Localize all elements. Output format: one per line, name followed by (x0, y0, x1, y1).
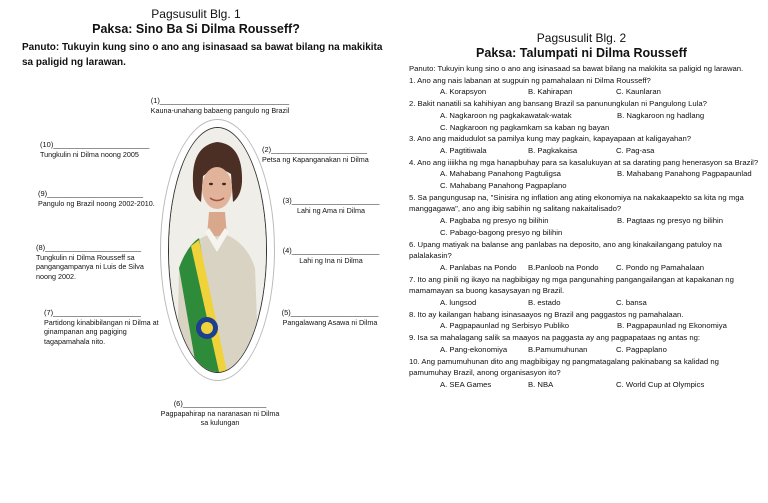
question-8: 8. Ito ay kailangan habang isinasaayos ng Brazil ang paggastos ng pamahalaan. (409, 309, 684, 319)
option-b: B. Pagtaas ng presyo ng bilihin (617, 216, 723, 226)
question-7: 7. Ito ang pinili ng ikayo na nagbibigay ng mga pangunahing pangangailangan at kapakanan ng mamamayan sa buong kasaysayan ng Brazil. (409, 274, 734, 296)
option-c: C. Pag-asa (616, 145, 655, 155)
option-c: C. Pabago-bagong presyo ng bilihin (440, 227, 563, 237)
option-a: A. SEA Games (440, 379, 492, 389)
option-c: C. Pagpaplano (616, 344, 667, 354)
option-a: A. Mahabang Panahong Pagtuligsa (440, 169, 561, 179)
item-number: (2) (262, 145, 272, 154)
option-c: C. Nagkaroon ng pagkamkam sa kaban ng bayan (440, 122, 610, 132)
question-5-options (409, 215, 761, 227)
worksheet-1-instructions: Panuto: Tukuyin kung sino o ano ang isinasaad sa bawat bilang na makikita sa paligid ng larawan. (22, 42, 383, 68)
blank-item-4: (4)_____________________ Lahi ng Ina ni Dilma (272, 246, 390, 265)
blank-item-7: (7)_____________________ Partidong kinabibilangan ni Dilma at ginampanan ang pagiging tagapamahala nito. (44, 308, 164, 346)
item-label: Kauna-unahang babaeng pangulo ng Brazil (150, 105, 290, 115)
question-10-options (409, 379, 761, 391)
item-number: (6) (173, 399, 183, 408)
worksheet-2-title: Pagsusulit Blg. 2 (536, 31, 627, 45)
blank-item-3: (3)_____________________ Lahi ng Ama ni Dilma (272, 196, 390, 215)
question-5-options-row2 (409, 227, 761, 239)
option-a: A. Pagbaba ng presyo ng bilihin (440, 216, 549, 226)
item-label: Tungkulin ni Dilma noong 2005 (40, 149, 139, 159)
item-number: (7) (44, 308, 54, 317)
option-a: A. Pagtitiwala (440, 145, 487, 155)
question-1-options (409, 86, 761, 98)
option-b: B. Mahabang Panahong Pagpapaunlad (617, 169, 752, 179)
item-label: Lahi ng Ina ni Dilma (299, 255, 363, 265)
worksheet-2 (395, 0, 768, 503)
option-a: A. Korapsyon (440, 87, 487, 97)
item-number: (4) (282, 246, 292, 255)
item-label: Lahi ng Ama ni Dilma (297, 205, 365, 215)
item-label: Partidong kinabibilangan ni Dilma at ginampanan ang pagiging tagapamahala nito. (44, 317, 159, 346)
option-c: C. Pondo ng Pamahalaan (616, 262, 705, 272)
option-b: B. Pagkakaisa (528, 145, 578, 155)
question-4-options (409, 168, 761, 180)
question-9: 9. Isa sa mahalagang salik sa maayos na paggasta ay ang pagpapataas ng antas ng: (409, 333, 701, 343)
item-label: Pangulo ng Brazil noong 2002-2010. (38, 198, 155, 208)
option-c: C. bansa (616, 298, 647, 308)
blank-item-9: (9)_______________________ Pangulo ng Brazil noong 2002-2010. (38, 189, 166, 208)
blank-item-6: (6)____________________ Pagpapahirap na naranasan ni Dilma sa kulungan (160, 399, 280, 427)
question-10: 10. Ang pamumuhunan dito ang magbibigay ng pangmatagalang pakinabang sa kalidad ng pamumuhay Brazil, anong organisasyon ito? (409, 356, 719, 378)
option-a: A. lungsod (440, 298, 477, 308)
question-3: 3. Ano ang maidudulot sa pamilya kung may pagkain, kapayapaan at kaligayahan? (409, 134, 692, 144)
worksheet-2-topic: Paksa: Talumpati ni Dilma Rousseff (476, 46, 687, 60)
item-number: (9) (38, 189, 48, 198)
blank-item-10: (10)_______________________ Tungkulin ni Dilma noong 2005 (40, 140, 168, 159)
worksheet-1-title: Pagsusulit Blg. 1 (151, 7, 241, 21)
option-a: A. Pang-ekonomiya (440, 344, 508, 354)
option-b: B. Pagpapaunlad ng Ekonomiya (617, 321, 727, 331)
option-b: B. Kahirapan (528, 87, 573, 97)
option-c: C. Mahabang Panahong Pagpaplano (440, 181, 567, 191)
question-2-options-row2 (409, 122, 761, 134)
worksheet-2-body (409, 63, 761, 391)
worksheet-2-instructions: Panuto: Tukuyin kung sino o ano ang isinasaad sa bawat bilang na makikita sa paligid ng larawan. (409, 64, 744, 73)
item-number: (10) (40, 140, 54, 149)
option-b: B.Panloob na Pondo (528, 262, 599, 272)
question-5: 5. Sa pangungusap na, "Sinisira ng inflation ang ating ekonomiya na nakakaapekto sa kita ng mga manggagawa", ano ang ibig sabihin ng salitang nakaitalisado? (409, 192, 744, 214)
option-c: C. Kaunlaran (616, 87, 661, 97)
question-6: 6. Upang matiyak na balanse ang panlabas na deposito, ano ang kinakailangang patuloy na palalakasin? (409, 239, 722, 261)
question-7-options (409, 297, 761, 309)
question-4-options-row2 (409, 180, 761, 192)
item-label: Petsa ng Kapanganakan ni Dilma (262, 154, 369, 164)
item-number: (1) (150, 96, 160, 105)
item-number: (8) (36, 243, 46, 252)
question-4: 4. Ano ang iiiikha ng mga hanapbuhay para sa kasalukuyan at sa darating pang henerasyon sa Brazil? (409, 157, 759, 167)
question-9-options (409, 344, 761, 356)
option-b: B. NBA (528, 379, 554, 389)
portrait-illustration (169, 128, 266, 372)
blank-item-8: (8)_______________________ Tungkulin ni Dilma Rousseff sa pangangampanya ni Luis de Silva noong 2002. (36, 243, 156, 281)
item-label: Tungkulin ni Dilma Rousseff sa pangangampanya ni Luis de Silva noong 2002. (36, 252, 144, 281)
blank-item-2: (2)_______________________ Petsa ng Kapanganakan ni Dilma (262, 145, 390, 164)
option-c: C. World Cup at Olympics (616, 379, 705, 389)
option-a: A. Pagpapaunlad ng Serbisyo Publiko (440, 321, 570, 331)
portrait-photo (168, 127, 267, 373)
question-8-options (409, 320, 761, 332)
option-b: B.Pamumuhunan (528, 344, 588, 354)
question-3-options (409, 145, 761, 157)
item-number: (5) (281, 308, 291, 317)
question-2: 2. Bakit nanatili sa kahihiyan ang bansang Brazil sa panunungkulan ni Pangulong Lula? (409, 99, 707, 109)
blank-item-5: (5)_____________________ Pangalawang Asawa ni Dilma (270, 308, 390, 327)
item-number: (3) (282, 196, 292, 205)
worksheet-1-topic: Paksa: Sino Ba Si Dilma Rousseff? (92, 22, 300, 36)
option-b: B. estado (528, 298, 561, 308)
question-1: 1. Ano ang nais labanan at sugpuin ng pamahalaan ni Dilma Rousseff? (409, 75, 651, 85)
item-label: Pangalawang Asawa ni Dilma (282, 317, 378, 327)
option-a: A. Panlabas na Pondo (440, 262, 517, 272)
option-a: A. Nagkaroon ng pagkakawatak-watak (440, 110, 572, 120)
question-2-options (409, 110, 761, 122)
item-label: Pagpapahirap na naranasan ni Dilma sa kulungan (160, 408, 280, 427)
blank-item-1: (1)_______________________________ Kauna-unahang babaeng pangulo ng Brazil (140, 96, 300, 115)
question-6-options (409, 262, 761, 274)
option-b: B. Nagkaroon ng hadlang (617, 110, 705, 120)
